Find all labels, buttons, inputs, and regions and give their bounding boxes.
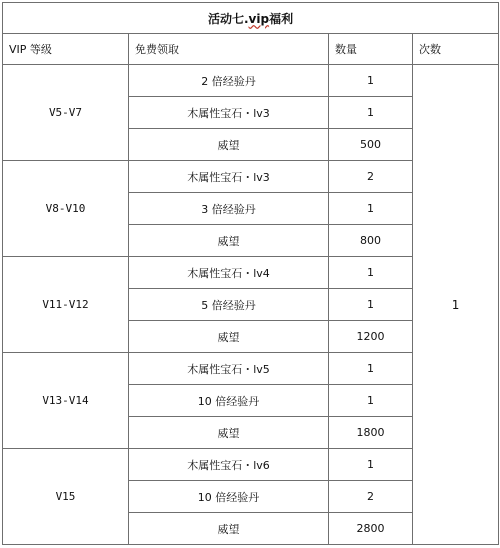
quantity-cell: 1200	[329, 321, 413, 353]
vip-level-cell: V11-V12	[3, 257, 129, 353]
header-free-claim: 免费领取	[129, 34, 329, 65]
title-vip: vip	[248, 11, 270, 26]
reward-item-cell: 威望	[129, 321, 329, 353]
reward-item-cell: 木属性宝石・lv4	[129, 257, 329, 289]
reward-item-cell: 3 倍经验丹	[129, 193, 329, 225]
reward-item-cell: 木属性宝石・lv5	[129, 353, 329, 385]
title-row	[3, 3, 499, 34]
reward-item-cell: 威望	[129, 513, 329, 545]
header-times: 次数	[413, 34, 499, 65]
quantity-cell: 1	[329, 449, 413, 481]
vip-benefits-table	[2, 2, 499, 545]
header-quantity: 数量	[329, 34, 413, 65]
reward-item-cell: 威望	[129, 129, 329, 161]
quantity-cell: 1	[329, 65, 413, 97]
vip-level-cell: V8-V10	[3, 161, 129, 257]
quantity-cell: 1800	[329, 417, 413, 449]
quantity-cell: 500	[329, 129, 413, 161]
quantity-cell: 1	[329, 97, 413, 129]
vip-level-cell: V13-V14	[3, 353, 129, 449]
reward-item-cell: 2 倍经验丹	[129, 65, 329, 97]
title-suffix: 福利	[269, 11, 294, 26]
table-title	[3, 3, 499, 34]
reward-item-cell: 10 倍经验丹	[129, 385, 329, 417]
header-row	[3, 34, 499, 65]
quantity-cell: 1	[329, 353, 413, 385]
quantity-cell: 2	[329, 161, 413, 193]
quantity-cell: 2800	[329, 513, 413, 545]
quantity-cell: 1	[329, 385, 413, 417]
reward-item-cell: 5 倍经验丹	[129, 289, 329, 321]
quantity-cell: 2	[329, 481, 413, 513]
quantity-cell: 1	[329, 257, 413, 289]
table-row	[3, 65, 499, 97]
table-body	[3, 3, 499, 545]
reward-item-cell: 威望	[129, 225, 329, 257]
quantity-cell: 1	[329, 289, 413, 321]
reward-item-cell: 威望	[129, 417, 329, 449]
reward-item-cell: 木属性宝石・lv3	[129, 97, 329, 129]
reward-item-cell: 木属性宝石・lv3	[129, 161, 329, 193]
header-vip-level: VIP 等级	[3, 34, 129, 65]
reward-item-cell: 10 倍经验丹	[129, 481, 329, 513]
vip-level-cell: V15	[3, 449, 129, 545]
quantity-cell: 1	[329, 193, 413, 225]
reward-item-cell: 木属性宝石・lv6	[129, 449, 329, 481]
times-cell: 1	[413, 65, 499, 545]
vip-level-cell: V5-V7	[3, 65, 129, 161]
quantity-cell: 800	[329, 225, 413, 257]
title-prefix: 活动七.	[207, 11, 249, 26]
